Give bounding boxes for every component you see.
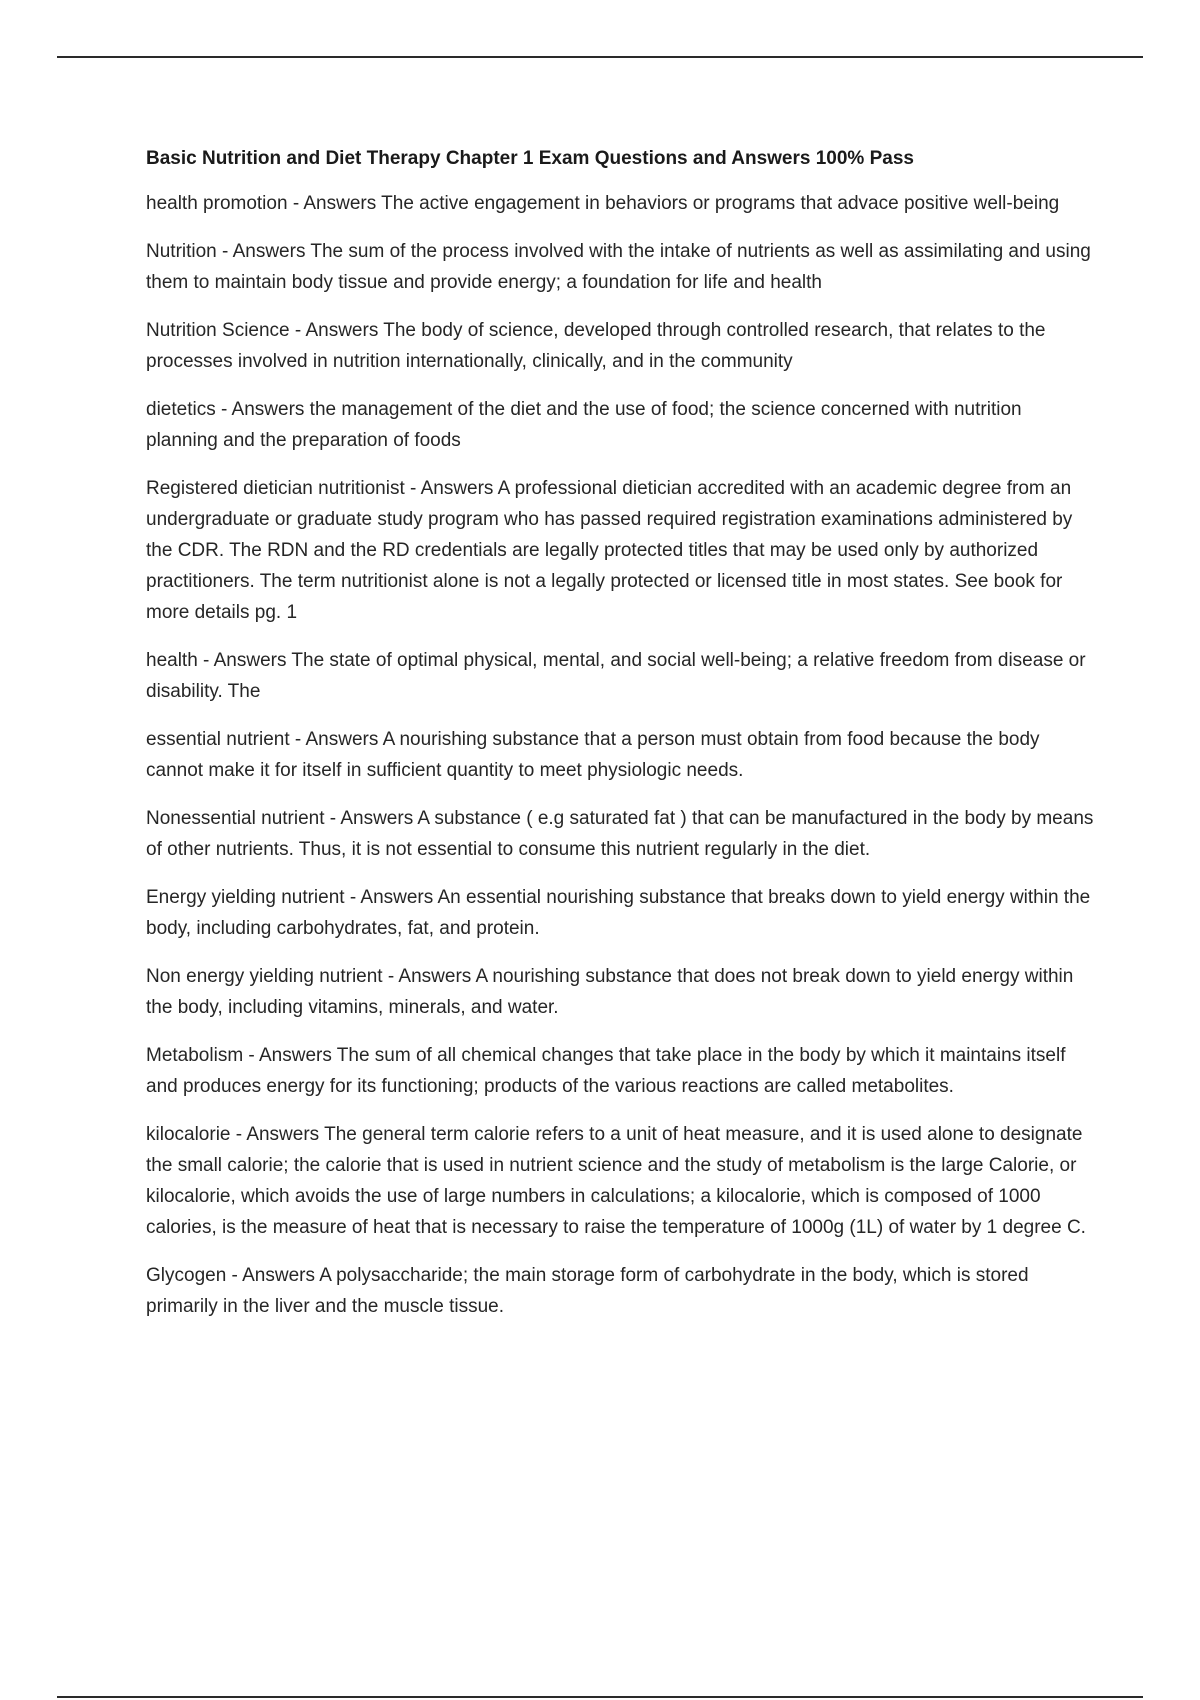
page-bottom-rule <box>57 1696 1143 1698</box>
term-entry-nutrition-science: Nutrition Science - Answers The body of science, developed through controlled research, that relates to the processes involved in nutrition internationally, clinically, and in the community <box>146 320 1046 372</box>
term-entry-energy-yielding-nutrient: Energy yielding nutrient - Answers An essential nourishing substance that breaks down to yield energy within the body, including carbohydrates, fat, and protein. <box>146 887 1091 939</box>
term-entry-glycogen: Glycogen - Answers A polysaccharide; the main storage form of carbohydrate in the body, which is stored primarily in the liver and the muscle tissue. <box>146 1265 1029 1317</box>
document-title: Basic Nutrition and Diet Therapy Chapter 1 Exam Questions and Answers 100% Pass <box>146 148 914 169</box>
term-entry-essential-nutrient: essential nutrient - Answers A nourishing substance that a person must obtain from food because the body cannot make it for itself in sufficient quantity to meet physiologic needs. <box>146 729 1040 781</box>
page-top-rule <box>57 56 1143 58</box>
term-entry-registered-dietician: Registered dietician nutritionist - Answers A professional dietician accredited with an academic degree from an undergraduate or graduate study program who has passed required registration examinations administered by the CDR. The RDN and the RD credentials are legally protected titles that may be used only by authorized practitioners. The term nutritionist alone is not a legally protected or licensed title in most states. See book for more details pg. 1 <box>146 478 1073 623</box>
document-body <box>146 145 1094 1339</box>
term-entry-kilocalorie: kilocalorie - Answers The general term calorie refers to a unit of heat measure, and it is used alone to designate the small calorie; the calorie that is used in nutrient science and the study of metabolism is the large Calorie, or kilocalorie, which avoids the use of large numbers in calculations; a kilocalorie, which is composed of 1000 calories, is the measure of heat that is necessary to raise the temperature of 1000g (1L) of water by 1 degree C. <box>146 1124 1086 1238</box>
term-entry-dietetics: dietetics - Answers the management of the diet and the use of food; the science concerned with nutrition planning and the preparation of foods <box>146 399 1022 451</box>
term-entry-nonessential-nutrient: Nonessential nutrient - Answers A substance ( e.g saturated fat ) that can be manufactured in the body by means of other nutrients. Thus, it is not essential to consume this nutrient regularly in the diet. <box>146 808 1094 860</box>
term-entry-metabolism: Metabolism - Answers The sum of all chemical changes that take place in the body by which it maintains itself and produces energy for its functioning; products of the various reactions are called metabolites. <box>146 1045 1066 1097</box>
term-entry-nutrition: Nutrition - Answers The sum of the process involved with the intake of nutrients as well as assimilating and using them to maintain body tissue and provide energy; a foundation for life and health <box>146 241 1091 293</box>
term-entry-health-promotion: health promotion - Answers The active engagement in behaviors or programs that advace positive well-being <box>146 193 1060 214</box>
term-entry-health: health - Answers The state of optimal physical, mental, and social well-being; a relative freedom from disease or disability. The <box>146 650 1086 702</box>
term-entry-non-energy-yielding-nutrient: Non energy yielding nutrient - Answers A nourishing substance that does not break down to yield energy within the body, including vitamins, minerals, and water. <box>146 966 1074 1018</box>
